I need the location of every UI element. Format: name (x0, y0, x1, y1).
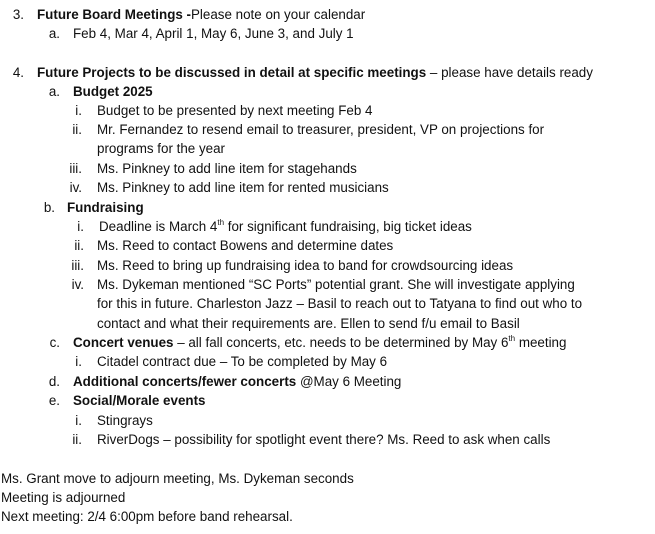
adjourn-motion: Ms. Grant move to adjourn meeting, Ms. Dykeman seconds (1, 471, 354, 486)
fundraising-ii-text: Ms. Reed to contact Bowens and determine dates (97, 238, 394, 253)
social-ii-marker: ii. (72, 432, 82, 447)
budget-i-text: Budget to be presented by next meeting Feb 4 (97, 103, 373, 118)
fundraising-iv-text-1: Ms. Dykeman mentioned “SC Ports” potential grant. She will investigate applying (97, 277, 575, 292)
budget-marker: a. (48, 84, 60, 99)
fundraising-i-sup: th (217, 217, 225, 227)
fundraising-title: Fundraising (67, 200, 144, 215)
concert-venues-line (73, 333, 566, 352)
item-4-heading (37, 63, 593, 82)
additional-concerts-text: @May 6 Meeting (296, 374, 402, 389)
fundraising-iii-text: Ms. Reed to bring up fundraising idea to band for crowdsourcing ideas (97, 258, 514, 273)
fundraising-i-text-post: for significant fundraising, big ticket ideas (224, 219, 472, 234)
fundraising-i-text-pre: Deadline is March 4 (99, 219, 218, 234)
item-3-note: Please note on your calendar (191, 7, 366, 22)
social-events-marker: e. (48, 393, 60, 408)
budget-ii-text-1: Mr. Fernandez to resend email to treasurer, president, VP on projections for (97, 122, 545, 137)
item-4-note: – please have details ready (426, 65, 593, 80)
fundraising-iii-marker: iii. (71, 258, 84, 273)
fundraising-i-text (99, 217, 472, 236)
social-ii-text: RiverDogs – possibility for spotlight event there? Ms. Reed to ask when calls (97, 432, 551, 447)
item-3-title: Future Board Meetings - (37, 7, 191, 22)
concert-venues-i-marker: i. (75, 354, 82, 369)
concert-venues-marker: c. (49, 335, 60, 350)
concert-venues-text-post: meeting (515, 335, 567, 350)
social-i-text: Stingrays (97, 413, 153, 428)
budget-ii-marker: ii. (72, 122, 82, 137)
fundraising-iv-marker: iv. (71, 277, 84, 292)
concert-venues-i-text: Citadel contract due – To be completed by May 6 (97, 354, 388, 369)
fundraising-i-marker: i. (77, 219, 84, 234)
budget-i-marker: i. (75, 103, 82, 118)
budget-iii-text: Ms. Pinkney to add line item for stagehands (97, 161, 357, 176)
social-events-title: Social/Morale events (73, 393, 206, 408)
concert-venues-text-pre: – all fall concerts, etc. needs to be determined by May 6 (173, 335, 509, 350)
fundraising-iv-text-2: for this in future. Charleston Jazz – Basil to reach out to Tatyana to find out who to (97, 296, 583, 311)
budget-iv-text: Ms. Pinkney to add line item for rented musicians (97, 180, 389, 195)
item-3-heading (37, 5, 365, 24)
next-meeting: Next meeting: 2/4 6:00pm before band rehearsal. (1, 509, 293, 524)
budget-ii-text-2: programs for the year (97, 141, 226, 156)
additional-concerts-title: Additional concerts/fewer concerts (73, 374, 297, 389)
item-4-number: 4. (12, 65, 24, 80)
item-3-number: 3. (12, 7, 24, 22)
budget-iv-marker: iv. (69, 180, 82, 195)
budget-title: Budget 2025 (73, 84, 153, 99)
item-4-title: Future Projects to be discussed in detail at specific meetings (37, 65, 427, 80)
fundraising-ii-marker: ii. (74, 238, 84, 253)
social-i-marker: i. (75, 413, 82, 428)
meeting-dates: Feb 4, Mar 4, April 1, May 6, June 3, and July 1 (73, 26, 354, 41)
additional-concerts-marker: d. (48, 374, 60, 389)
concert-venues-sup: th (508, 333, 516, 343)
fundraising-marker: b. (43, 200, 55, 215)
concert-venues-title: Concert venues (73, 335, 174, 350)
item-3a-marker: a. (48, 26, 60, 41)
fundraising-iv-text-3: contact and what their requirements are. Ellen to send f/u email to Basil (97, 316, 520, 331)
additional-concerts-line (73, 372, 401, 391)
meeting-adjourned: Meeting is adjourned (1, 490, 126, 505)
budget-iii-marker: iii. (69, 161, 82, 176)
